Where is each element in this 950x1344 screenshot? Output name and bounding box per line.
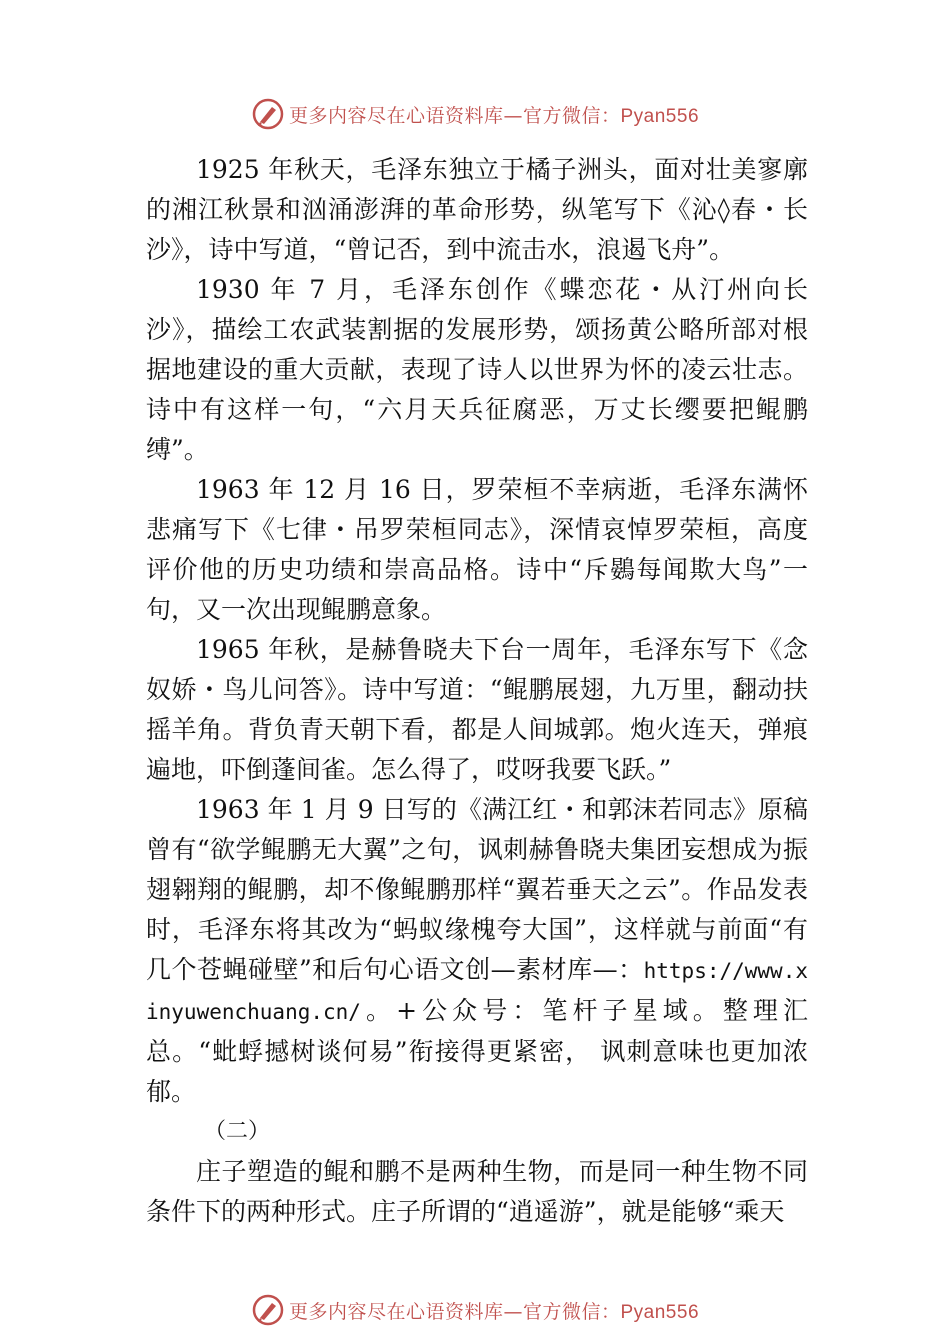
paragraph-zhuangzi: 庄子塑造的鲲和鹏不是两种生物，而是同一种生物不同条件下的两种形式。庄子所谓的“逍遥游”，就是能够“乘天	[146, 1157, 808, 1226]
pen-nib-logo-icon	[251, 97, 285, 131]
page-header-banner	[0, 94, 950, 134]
paragraph-1963-dec: 1963 年 12 月 16 日，罗荣桓不幸病逝，毛泽东满怀悲痛写下《七律・吊罗荣桓同志》，深情哀悼罗荣桓，高度评价他的历史功绩和崇高品格。诗中“斥鷃每闻欺大鸟”一句，又一次出现鲲鹏意象。	[146, 475, 808, 624]
header-separator: —	[503, 104, 523, 127]
header-banner-text	[289, 101, 699, 128]
paragraph-1963-jan-text: 1963 年 1 月 9 日写的《满江红・和郭沫若同志》原稿曾有“欲学鲲鹏无大翼”之句，讽刺赫鲁晓夫集团妄想成为振翅翱翔的鲲鹏，却不像鲲鹏那样“翼若垂天之云”。作品发表时，毛泽东将其改为“蚂蚁缘槐夸大国”，这样就与前面“有几个苍蝇碰壁”和后句心语文创—素材库—：	[146, 795, 808, 984]
paragraph-1963-jan	[146, 790, 808, 1112]
document-body	[146, 150, 808, 1232]
paragraph-1963-jan-tail: 。+公众号：笔杆子星域。整理汇总。“蚍蜉撼树谈何易”衔接得更紧密， 讽刺意味也更加浓郁。	[146, 996, 808, 1106]
footer-brand: 更多内容尽在心语资料库	[288, 1300, 504, 1323]
footer-separator: —	[503, 1300, 523, 1323]
page-footer-banner	[0, 1290, 950, 1330]
footer-wechat-id: Pyan556	[620, 1301, 700, 1323]
section-heading-two: （二）	[204, 1119, 271, 1144]
paragraph-1965: 1965 年秋，是赫鲁晓夫下台一周年，毛泽东写下《念奴娇・鸟儿问答》。诗中写道：“鲲鹏展翅，九万里，翻动扶摇羊角。背负青天朝下看，都是人间城郭。炮火连天，弹痕遍地，吓倒蓬间雀。怎么得了，哎呀我要飞跃。”	[146, 635, 808, 784]
footer-banner-text	[289, 1297, 699, 1324]
paragraph-1925: 1925 年秋天，毛泽东独立于橘子洲头，面对壮美寥廓的湘江秋景和汹涌澎湃的革命形势，纵笔写下《沁◊春・长沙》，诗中写道，“曾记否，到中流击水，浪遏飞舟”。	[146, 155, 808, 264]
header-wechat-id: Pyan556	[620, 105, 700, 127]
header-wechat-label: 官方微信：	[522, 104, 621, 127]
footer-wechat-label: 官方微信：	[522, 1300, 621, 1323]
source-url-text: https://www.xinyuwenchuang.cn/	[146, 959, 808, 1024]
pen-nib-logo-icon	[251, 1293, 285, 1327]
paragraph-1930: 1930 年 7 月，毛泽东创作《蝶恋花・从汀州向长沙》，描绘工农武装割据的发展形势，颂扬黄公略所部对根据地建设的重大贡献，表现了诗人以世界为怀的凌云壮志。诗中有这样一句，“六月天兵征腐恶，万丈长缨要把鲲鹏缚”。	[146, 275, 808, 464]
header-brand: 更多内容尽在心语资料库	[288, 104, 504, 127]
